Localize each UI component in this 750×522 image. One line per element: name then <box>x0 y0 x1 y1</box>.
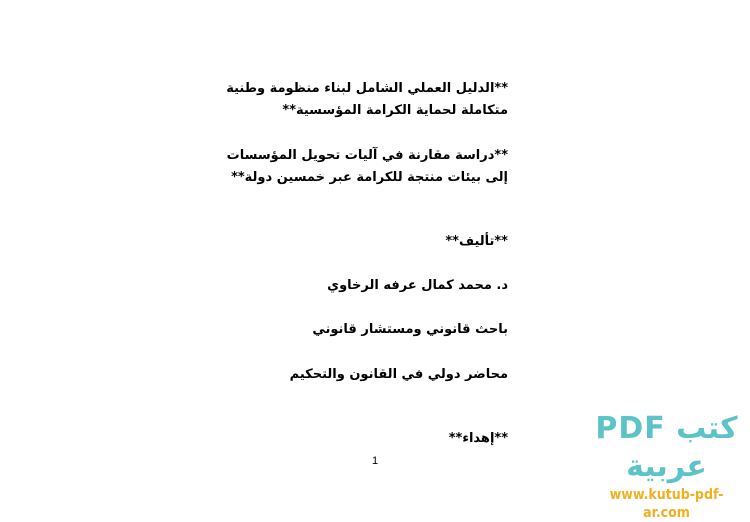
document-title <box>226 78 508 122</box>
page-number: 1 <box>371 455 379 467</box>
document-subtitle <box>226 145 508 189</box>
watermark-url: www.kutub-pdf-ar.com <box>609 487 724 521</box>
subtitle-line-1: **دراسة مقارنة في آليات تحويل المؤسسات <box>226 148 508 163</box>
author-heading: **تأليف** <box>445 234 508 249</box>
dedication-heading: **إهداء** <box>448 431 508 446</box>
watermark-title: كتب PDF عربية <box>595 411 738 484</box>
title-line-2: متكاملة لحماية الكرامة المؤسسية** <box>282 103 508 118</box>
author-role-2: محاضر دولي في القانون والتحكيم <box>289 367 508 382</box>
subtitle-line-2: إلى بيئات منتجة للكرامة عبر خمسين دولة** <box>231 170 508 185</box>
title-line-1: **الدليل العملي الشامل لبناء منظومة وطنية <box>226 81 508 96</box>
author-name: د. محمد كمال عرفه الرخاوي <box>327 278 508 293</box>
author-role-1: باحث قانوني ومستشار قانوني <box>312 322 508 337</box>
watermark-logo <box>589 410 744 522</box>
